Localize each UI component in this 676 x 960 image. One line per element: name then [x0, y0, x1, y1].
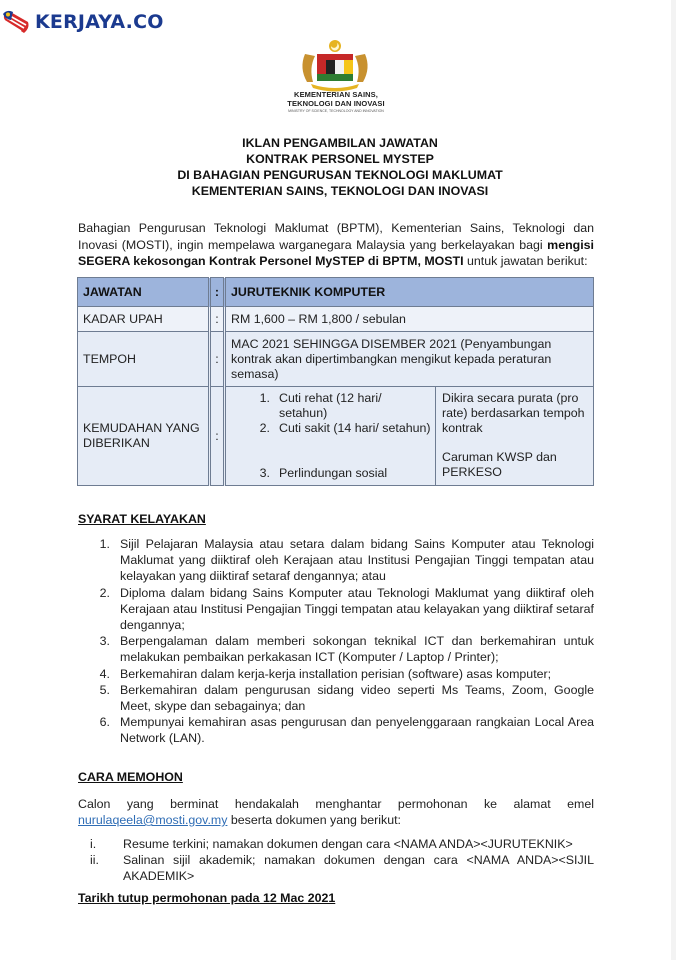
title-line-3: DI BAHAGIAN PENGURUSAN TEKNOLOGI MAKLUMAT: [177, 168, 503, 182]
intro-end-text: untuk jawatan berikut:: [463, 254, 588, 268]
separator: :: [210, 332, 225, 387]
ministry-name: [262, 90, 410, 114]
apply-text: beserta dokumen yang berikut:: [227, 813, 401, 827]
title-line-2: KONTRAK PERSONEL MYSTEP: [246, 152, 434, 166]
ministry-line-3: MINISTRY OF SCIENCE, TECHNOLOGY AND INNOVATION: [288, 109, 384, 113]
benefit-note: Caruman KWSP dan PERKESO: [442, 450, 557, 479]
value-tempoh: MAC 2021 SEHINGGA DISEMBER 2021 (Penyambungan kontrak akan dipertimbangkan mengikut kepada peraturan semasa): [225, 332, 594, 387]
list-item: 6. Mempunyai kemahiran asas pengurusan dan penyelenggaraan rangkaian Local Area Network (LAN).: [99, 715, 594, 746]
benefits-notes: [436, 387, 593, 485]
closing-date: Tarikh tutup permohonan pada 12 Mac 2021: [78, 891, 336, 905]
list-item: 1. Sijil Pelajaran Malaysia atau setara dalam bidang Sains Komputer atau Teknologi Maklumat yang diiktiraf oleh Kerajaan atau Institusi Pengajian Tinggi tempatan atau kelayakan yang diiktiraf setaraf dengannya; atau: [99, 537, 594, 584]
intro-text: Bahagian Pengurusan Teknologi Maklumat (BPTM), Kementerian Sains, Teknologi dan Inovasi (MOSTI), ingin mempelawa warganegara Malaysia yang berkelayakan bagi: [78, 221, 594, 252]
malaysia-flag-heart-icon: [2, 8, 32, 36]
benefit-text: Cuti sakit (14 hari/ setahun): [279, 421, 431, 435]
benefit-item: [226, 391, 431, 421]
benefit-text: Cuti rehat (12 hari/ setahun): [279, 391, 382, 420]
ministry-line-2: TEKNOLOGI DAN INOVASI: [287, 99, 385, 108]
separator: :: [210, 387, 225, 486]
brand-name: KERJAYA.CO: [35, 11, 164, 33]
value-jawatan: JURUTEKNIK KOMPUTER: [225, 278, 594, 307]
benefit-num: 2.: [259, 421, 270, 435]
brand-logo[interactable]: [2, 8, 164, 36]
documents-list: [78, 836, 594, 884]
separator: :: [210, 278, 225, 307]
requirements-heading: SYARAT KELAYAKAN: [78, 512, 206, 526]
ministry-line-1: KEMENTERIAN SAINS,: [294, 90, 378, 99]
table-row-benefits: [78, 387, 594, 486]
benefit-note: Dikira secara purata (pro rate) berdasarkan tempoh kontrak: [442, 391, 585, 435]
table-row-position: [78, 278, 594, 307]
list-item: i. Resume terkini; namakan dokumen dengan cara <NAMA ANDA><JURUTEKNIK>: [90, 837, 573, 851]
benefit-item: [226, 421, 431, 436]
separator: :: [210, 307, 225, 332]
list-item: 4. Berkemahiran dalam kerja-kerja installation perisian (software) asas komputer;: [99, 666, 552, 681]
intro-bold-text: mengisi SEGERA kekosongan Kontrak Personel MySTEP di BPTM, MOSTI: [78, 237, 594, 268]
label-tempoh: TEMPOH: [78, 332, 210, 387]
title-line-4: KEMENTERIAN SAINS, TEKNOLOGI DAN INOVASI: [191, 184, 489, 198]
apply-paragraph-line1: Calon yang berminat hendakalah menghantar permohonan ke alamat emel: [78, 797, 594, 811]
table-row-duration: [78, 332, 594, 387]
page-title: [100, 135, 580, 199]
benefit-num: 3.: [259, 466, 270, 480]
apply-paragraph-line2: [78, 812, 401, 829]
apply-heading: CARA MEMOHON: [78, 770, 183, 784]
list-item: 3. Berpengalaman dalam memberi sokongan teknikal ICT dan berkemahiran untuk melakukan pembaikan perkakasan ICT (Komputer / Laptop / Printer);: [99, 634, 594, 665]
table-row-salary: [78, 307, 594, 332]
page-edge: [671, 0, 676, 960]
label-kemudahan: KEMUDAHAN YANG DIBERIKAN: [78, 387, 210, 486]
title-line-1: IKLAN PENGAMBILAN JAWATAN: [242, 136, 438, 150]
label-kadar-upah: KADAR UPAH: [78, 307, 210, 332]
list-item: 5. Berkemahiran dalam pengurusan sidang video seperti Ms Teams, Zoom, Google Meet, skype dan sebagainya; dan: [99, 682, 594, 714]
label-jawatan: JAWATAN: [78, 278, 210, 307]
requirements-list: [78, 536, 594, 747]
value-kadar-upah: RM 1,600 – RM 1,800 / sebulan: [225, 307, 594, 332]
coat-of-arms-icon: [285, 38, 385, 94]
list-item: ii. Salinan sijil akademik; namakan dokumen dengan cara <NAMA ANDA><SIJIL AKADEMIK>: [90, 853, 594, 883]
benefits-grid: [231, 390, 588, 482]
benefit-num: 1.: [259, 391, 270, 405]
intro-paragraph: [78, 220, 594, 270]
email-link[interactable]: nurulaqeela@mosti.gov.my: [78, 813, 228, 827]
job-info-table: [77, 277, 594, 486]
benefit-item: [226, 466, 431, 481]
value-kemudahan: [225, 387, 594, 486]
benefit-text: Perlindungan sosial: [279, 466, 388, 480]
list-item: 2. Diploma dalam bidang Sains Komputer atau Teknologi Maklumat yang diiktiraf oleh Kerajaan atau Institusi Pengajian Tinggi tempatan atau kelayakan yang diiktiraf setaraf dengannya;: [99, 585, 594, 633]
benefits-list: [226, 387, 436, 485]
